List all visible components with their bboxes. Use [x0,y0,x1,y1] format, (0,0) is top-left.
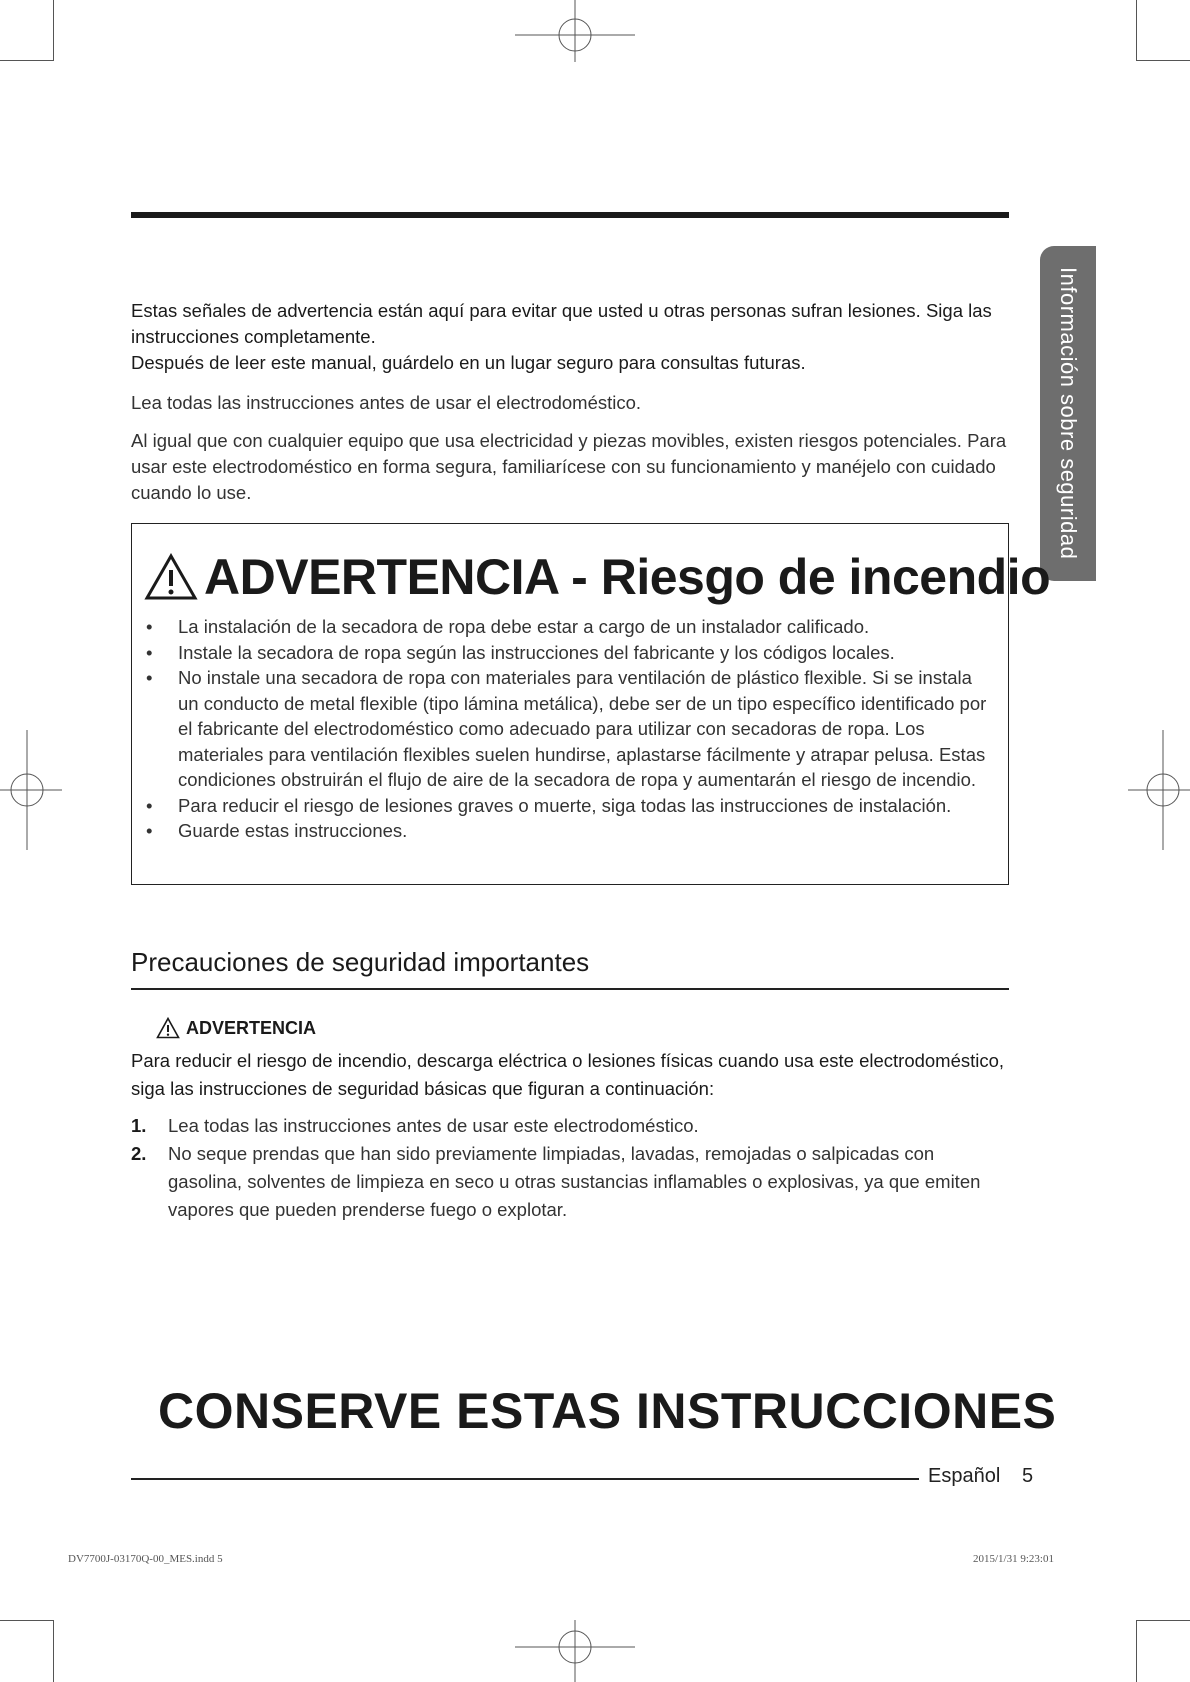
fire-warning-list [144,614,994,844]
intro-paragraph: Estas señales de advertencia están aquí para evitar que usted u otras personas sufran lesiones. Siga las instrucciones completamente. [131,300,992,347]
crop-mark [1136,60,1190,61]
fire-warning-title-text: ADVERTENCIA - Riesgo de incendio [204,549,1051,605]
advertencia-text: ADVERTENCIA [186,1017,317,1038]
list-item: • Guarde estas instrucciones. [144,818,994,844]
side-section-tab-label: Información sobre seguridad [1056,267,1081,560]
intro-block [131,298,1011,376]
list-item [131,1112,1011,1140]
list-item [131,1140,1011,1224]
crop-mark [0,1620,54,1621]
page-number: 5 [1022,1465,1034,1487]
registration-mark-right [1128,730,1190,850]
registration-mark-bottom [515,1620,635,1682]
printer-mark-file: DV7700J-03170Q-00_MES.indd 5 [68,1553,223,1565]
crop-mark [53,0,54,60]
list-item: • La instalación de la secadora de ropa debe estar a cargo de un instalador calificado. [144,614,994,640]
crop-mark [1136,0,1137,60]
footer-language: Español [928,1465,1001,1487]
intro-note: Lea todas las instrucciones antes de usar el electrodoméstico. [131,392,642,413]
intro-risk-paragraph: Al igual que con cualquier equipo que usa electricidad y piezas movibles, existen riesgos potenciales. Para usar este electrodoméstico en forma segura, familiarícese con su funcionamiento y manéjelo con cuidado cuando lo use. [131,430,1007,503]
advertencia-label [156,1017,316,1039]
fire-warning-box [131,523,1051,885]
printer-mark-date: 2015/1/31 9:23:01 [973,1553,1054,1565]
crop-mark [0,60,54,61]
crop-mark [1136,1620,1190,1621]
registration-mark-top [515,0,635,62]
list-text: Lea todas las instrucciones antes de usar este electrodoméstico. [168,1115,699,1136]
intro-paragraph: Después de leer este manual, guárdelo en un lugar seguro para consultas futuras. [131,352,806,373]
list-text: No seque prendas que han sido previamente limpiadas, lavadas, remojadas o salpicadas con gasolina, solventes de limpieza en seco u otras sustancias inflamables o explosivas, ya que emiten vapores que pueden prenderse fuego o explotar. [168,1143,981,1220]
list-item: • Para reducir el riesgo de lesiones graves o muerte, siga todas las instrucciones de instalación. [144,793,994,819]
crop-mark [53,1620,54,1682]
safety-list [131,1112,1011,1224]
warning-triangle-icon [144,553,198,601]
fire-warning-title [144,548,1050,606]
list-number: 1. [131,1115,147,1136]
side-section-tab[interactable] [1040,246,1096,581]
footer-rule [131,1478,919,1480]
crop-mark [1136,1620,1137,1682]
list-item: • Instale la secadora de ropa según las instrucciones del fabricante y los códigos locales. [144,640,994,666]
list-number: 2. [131,1143,147,1164]
warning-triangle-icon [156,1017,180,1039]
top-rule [131,212,1009,218]
section-body: Para reducir el riesgo de incendio, descarga eléctrica o lesiones físicas cuando usa este electrodoméstico, siga las instrucciones de seguridad básicas que figuran a continuación: [131,1050,1005,1099]
registration-mark-left [0,730,62,850]
conserve-banner: CONSERVE ESTAS INSTRUCCIONES [158,1383,1057,1439]
section-heading: Precauciones de seguridad importantes [131,947,590,977]
section-rule [131,988,1009,990]
list-item: • No instale una secadora de ropa con materiales para ventilación de plástico flexible. Si se instala un conducto de metal flexible (tipo lámina metálica), debe ser de un tipo específico identificado por el fabricante del electrodoméstico como adecuado para utilizar con secadoras de ropa. Los materiales para ventilación flexibles suelen hundirse, aplastarse fácilmente y atrapar pelusa. Estas condiciones obstruirán el flujo de aire de la secadora de ropa y aumentarán el riesgo de incendio. [144,665,994,793]
